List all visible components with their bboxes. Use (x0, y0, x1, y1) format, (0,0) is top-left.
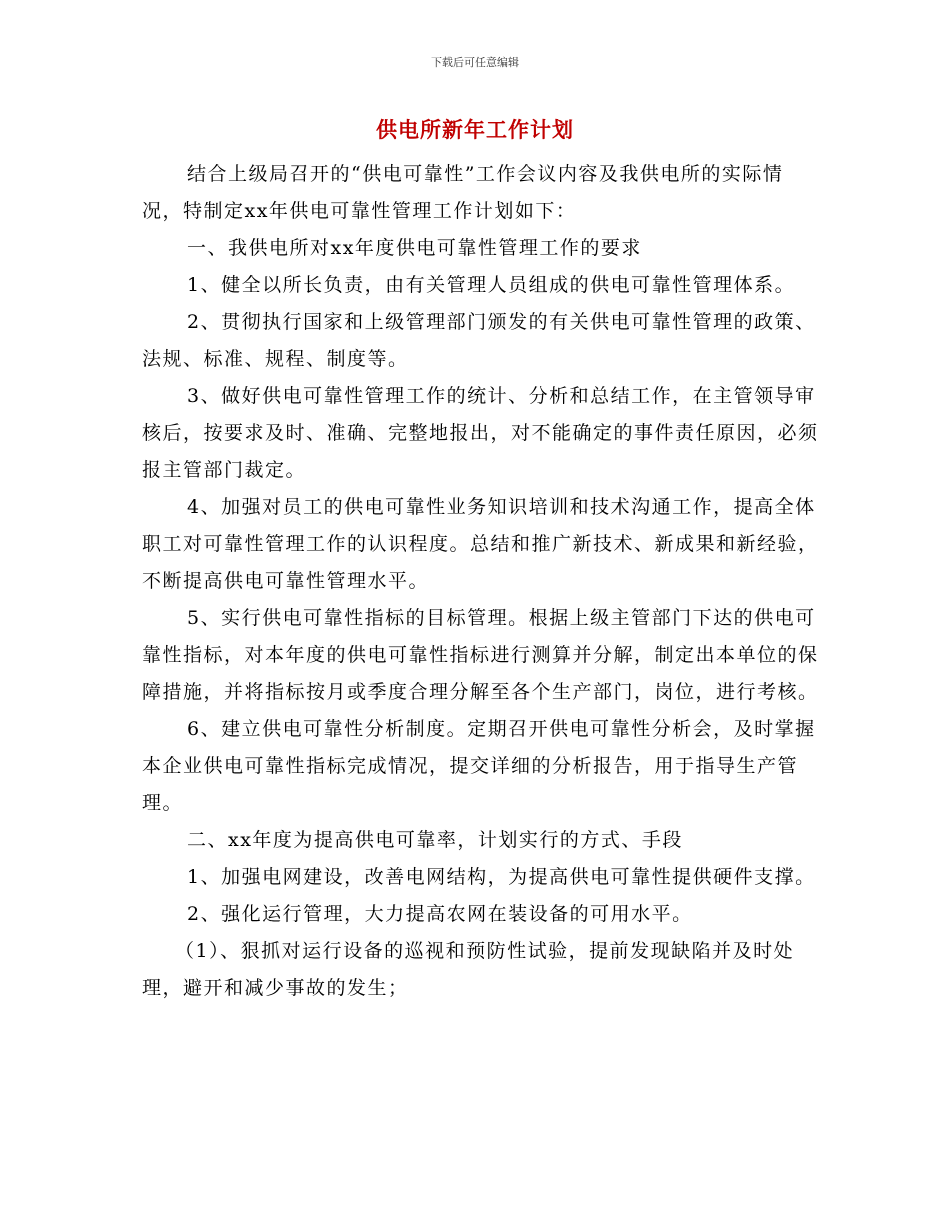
paragraph-item-3: 3、做好供电可靠性管理工作的统计、分析和总结工作，在主管领导审核后，按要求及时、准确、完整地报出，对不能确定的事件责任原因，必须报主管部门裁定。 (142, 385, 819, 481)
section-heading-1: 一、我供电所对xx年度供电可靠性管理工作的要求 (187, 237, 642, 259)
paragraph-item-2-2: 2、强化运行管理，大力提高农网在装设备的可用水平。 (187, 903, 693, 925)
document-body (142, 156, 822, 1007)
paragraph-item-2: 2、贯彻执行国家和上级管理部门颁发的有关供电可靠性管理的政策、法规、标准、规程、制度等。 (142, 311, 816, 370)
paragraph-item-5: 5、实行供电可靠性指标的目标管理。根据上级主管部门下达的供电可靠性指标，对本年度的供电可靠性指标进行测算并分解，制定出本单位的保障措施，并将指标按月或季度合理分解至各个生产部门，岗位，进行考核。 (142, 607, 819, 703)
paragraph-item-4: 4、加强对员工的供电可靠性业务知识培训和技术沟通工作，提高全体职工对可靠性管理工作的认识程度。总结和推广新技术、新成果和新经验，不断提高供电可靠性管理水平。 (142, 496, 819, 592)
paragraph-subitem-1: （1）、狠抓对运行设备的巡视和预防性试验，提前发现缺陷并及时处理，避开和减少事故的发生； (142, 940, 795, 999)
paragraph-item-1: 1、健全以所长负责，由有关管理人员组成的供电可靠性管理体系。 (187, 274, 796, 296)
section-heading-2: 二、xx年度为提高供电可靠率，计划实行的方式、手段 (187, 829, 683, 851)
paragraph-intro: 结合上级局召开的“供电可靠性”工作会议内容及我供电所的实际情况，特制定xx年供电可靠性管理工作计划如下： (142, 163, 784, 222)
header-note: 下载后可任意编辑 (431, 56, 519, 69)
paragraph-item-2-1: 1、加强电网建设，改善电网结构，为提高供电可靠性提供硬件支撑。 (187, 866, 816, 888)
document-title: 供电所新年工作计划 (376, 117, 574, 142)
paragraph-item-6: 6、建立供电可靠性分析制度。定期召开供电可靠性分析会，及时掌握本企业供电可靠性指标完成情况，提交详细的分析报告，用于指导生产管理。 (142, 718, 816, 814)
